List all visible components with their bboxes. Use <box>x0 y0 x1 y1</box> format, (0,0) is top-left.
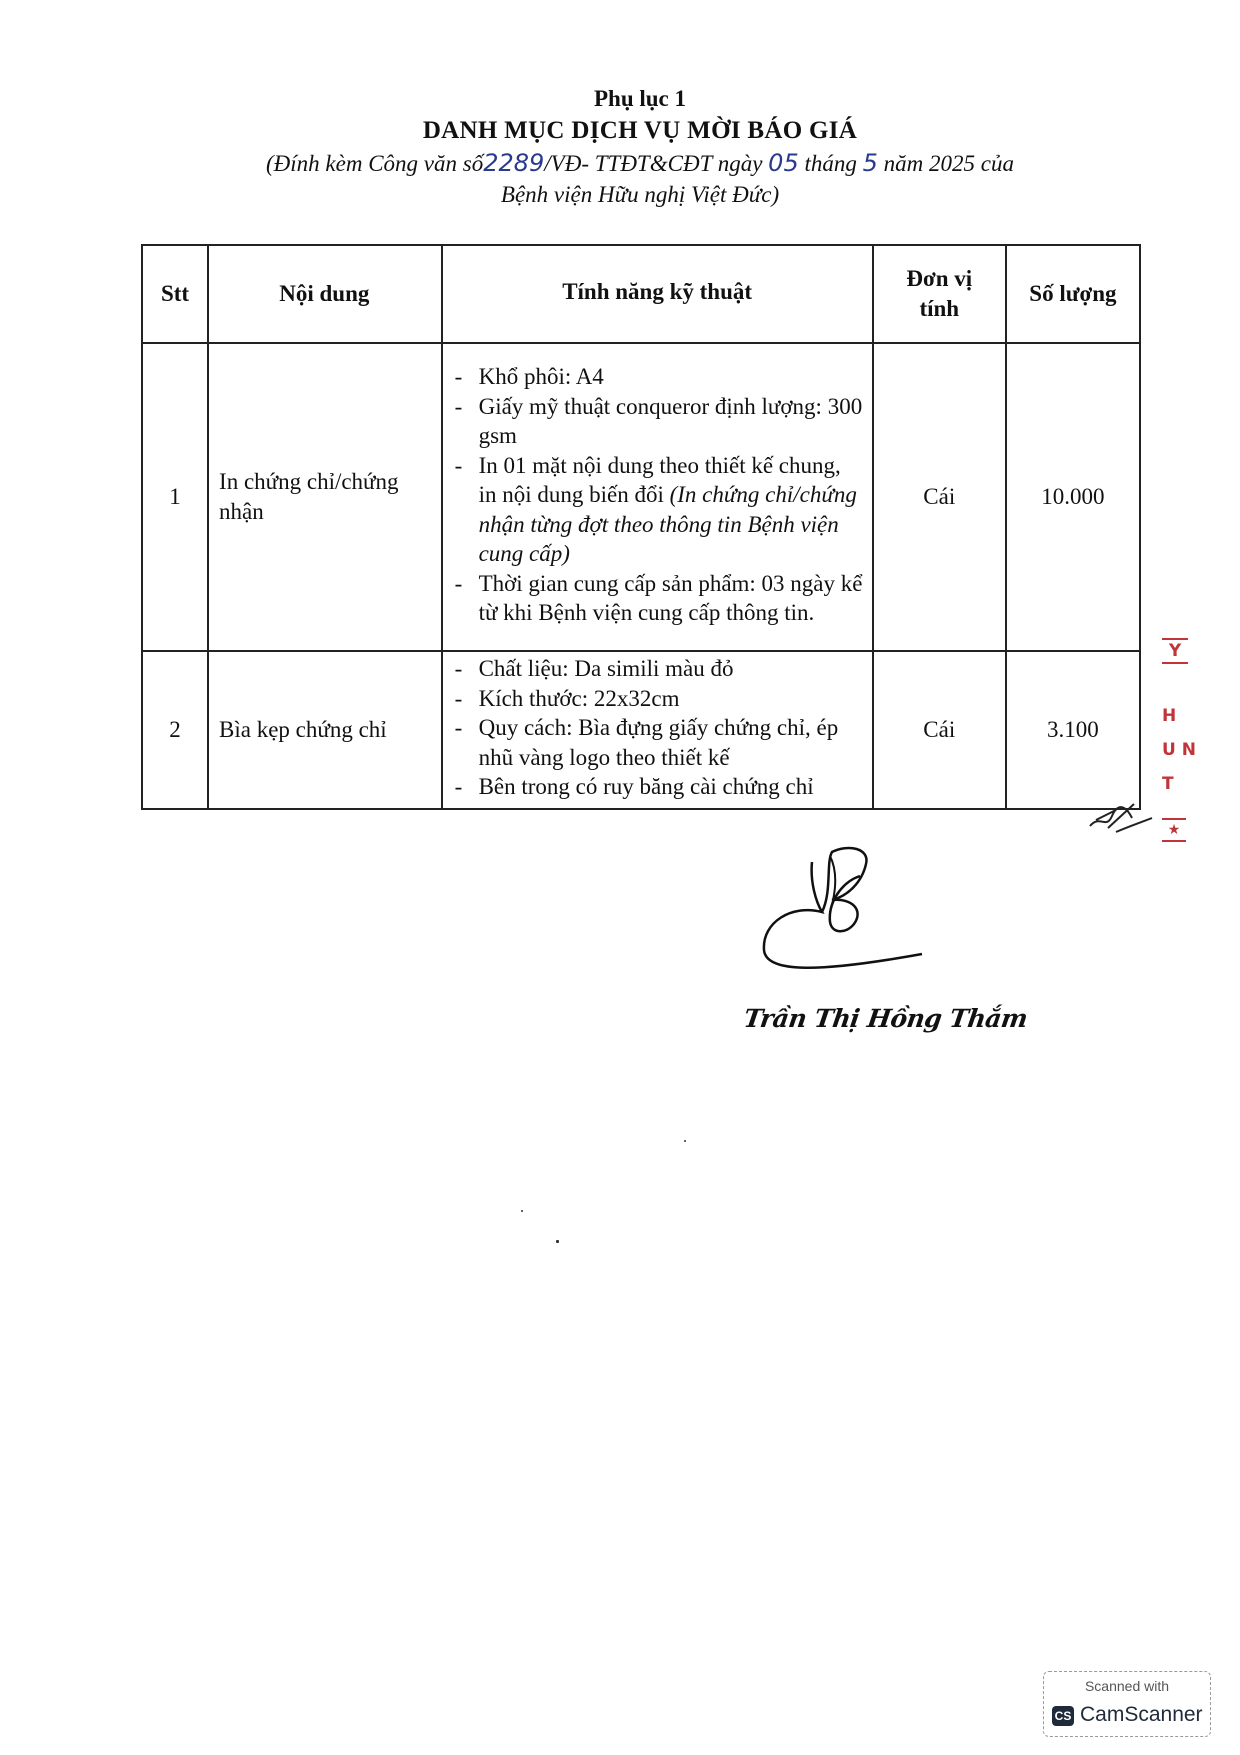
year-text: năm 2025 của <box>883 151 1014 176</box>
spec-note: (In chứng chỉ/chứng nhận từng đợt theo thông tin Bệnh viện cung cấp) <box>478 482 857 567</box>
table-row <box>142 651 1140 809</box>
initials-mark <box>1086 796 1156 836</box>
spec-item <box>451 362 864 392</box>
col-header-unit <box>873 245 1006 343</box>
spec-text: Quy cách: Bìa đựng giấy chứng chỉ, ép nhũ vàng logo theo thiết kế <box>478 715 839 770</box>
spec-item <box>451 684 864 714</box>
spec-text: Kích thước: 22x32cm <box>478 685 680 711</box>
col-header-spec: Tính năng kỹ thuật <box>442 245 873 343</box>
doc-number: 2289 <box>483 149 545 177</box>
attach-prefix: (Đính kèm Công văn số <box>266 151 484 176</box>
stamp-t: T <box>1162 774 1174 794</box>
document-title: DANH MỤC DỊCH VỤ MỜI BÁO GIÁ <box>422 117 858 144</box>
col-header-unit-text: Đơn vị tính <box>906 266 973 321</box>
row-specs <box>442 343 873 651</box>
camscanner-logo-icon: CS <box>1052 1706 1074 1726</box>
service-table <box>141 244 1141 810</box>
camscanner-watermark <box>1043 1671 1211 1737</box>
day-value: 05 <box>768 149 799 177</box>
spec-text: In 01 mặt nội dung theo thiết kế chung, in nội dung biến đổi <box>478 452 841 508</box>
row-content: In chứng chỉ/chứng nhận <box>208 343 442 651</box>
spec-item <box>451 713 864 772</box>
signer-name: Trần Thị Hồng Thắm <box>741 1004 1030 1033</box>
appendix-label: Phụ lục 1 <box>593 86 687 111</box>
spec-text: Khổ phôi: A4 <box>478 364 604 390</box>
document-header <box>140 84 1140 210</box>
spec-item <box>451 772 864 802</box>
scan-speck <box>684 1140 686 1142</box>
col-header-qty: Số lượng <box>1006 245 1140 343</box>
col-header-content: Nội dung <box>208 245 442 343</box>
row-stt: 1 <box>142 343 208 651</box>
row-content: Bìa kẹp chứng chỉ <box>208 651 442 809</box>
spec-text: Chất liệu: Da simili màu đỏ <box>478 656 734 682</box>
scan-speck <box>556 1240 559 1243</box>
spec-list <box>451 654 864 802</box>
stamp-y: Y <box>1162 638 1188 664</box>
row-qty: 3.100 <box>1006 651 1140 809</box>
month-label: tháng <box>804 151 857 176</box>
stamp-h: H <box>1162 706 1177 726</box>
row-unit: Cái <box>873 651 1006 809</box>
watermark-name: CamScanner <box>1080 1703 1203 1726</box>
spec-list <box>451 362 864 628</box>
row-specs <box>442 651 873 809</box>
row-stt: 2 <box>142 651 208 809</box>
spec-item <box>451 451 864 569</box>
spec-text: Thời gian cung cấp sản phẩm: 03 ngày kể từ khi Bệnh viện cung cấp thông tin. <box>478 570 863 626</box>
attach-mid: /VĐ- TTĐT&CĐT <box>544 151 712 176</box>
stamp-un: U N <box>1162 740 1196 760</box>
hospital-name: Bệnh viện Hữu nghị Việt Đức) <box>500 182 780 207</box>
spec-item <box>451 569 864 628</box>
red-stamp-fragment <box>1158 638 1198 838</box>
handwritten-signature <box>752 842 952 982</box>
watermark-line1: Scanned with <box>1084 1678 1170 1694</box>
col-header-stt: Stt <box>142 245 208 343</box>
month-value: 5 <box>862 149 878 177</box>
day-label: ngày <box>717 151 763 176</box>
row-unit: Cái <box>873 343 1006 651</box>
table-header-row <box>142 245 1140 343</box>
spec-item <box>451 392 864 451</box>
spec-item <box>451 654 864 684</box>
spec-text: Giấy mỹ thuật conqueror định lượng: 300 gsm <box>478 393 863 449</box>
spec-text: Bên trong có ruy băng cài chứng chỉ <box>478 774 814 800</box>
scan-speck <box>521 1210 523 1212</box>
attachment-reference <box>140 148 1140 179</box>
table-row <box>142 343 1140 651</box>
row-qty: 10.000 <box>1006 343 1140 651</box>
stamp-star: ★ <box>1162 818 1186 842</box>
